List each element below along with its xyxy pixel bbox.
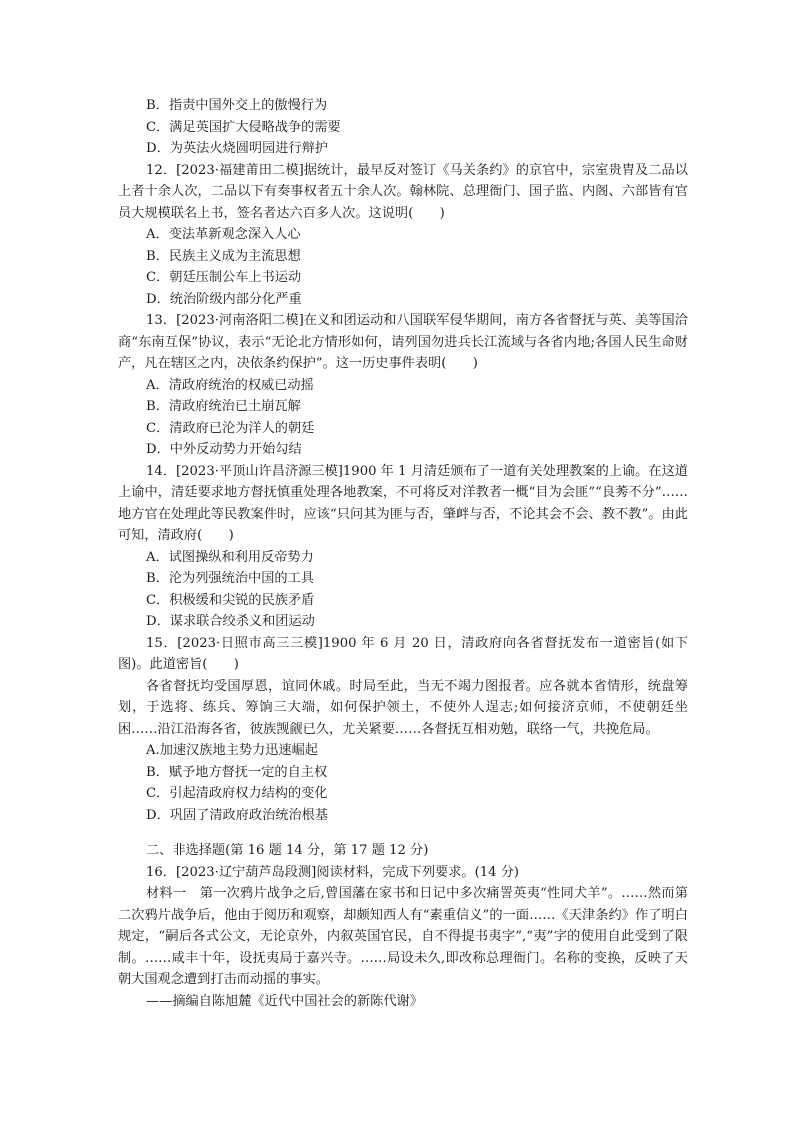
question-15 xyxy=(118,633,688,827)
section-heading-non-choice: 二、非选择题(第 16 题 14 分，第 17 题 12 分) xyxy=(146,843,429,858)
q14-option-c: C．积极缓和尖锐的民族矛盾 xyxy=(146,592,315,608)
q14-option-d: D．谋求联合绞杀义和团运动 xyxy=(146,614,315,629)
q15-stem: 15．[2023·日照市高三三模]1900 年 6 月 20 日，清政府向各省督抚发布一道密旨(如下图)。此道密旨( ) xyxy=(118,635,688,672)
q12-option-b: B．民族主义成为主流思想 xyxy=(146,248,301,264)
question-14 xyxy=(118,461,688,633)
q15-quote: 各省督抚均受国厚恩，谊同休戚。时局至此，当无不竭力图报者。应各就本省情形，统盘筹划，于选将、练兵、筹饷三大端，如何保护领土，不使外人逞志;如何接济京师，不使朝廷坐困……沿江沿海各省，彼族觊觎已久，尤关紧要……各督抚互相劝勉，联络一气，共挽危局。 xyxy=(118,678,688,737)
q16-material-1: 材料一 第一次鸦片战争之后,曾国藩在家书和日记中多次痛詈英夷“性同犬羊”。……然而第二次鸦片战争后，他由于阅历和观察，却颇知西人有“素重信义”的一面……《天津条约》作了明白规定，“嗣后各式公文，无论京外，内叙英国官民，自不得提书夷字”,“夷”字的使用自此受到了限制。……咸丰十年，设抚夷局于嘉兴寺。……局设未久,即改称总理衙门。名称的变换，反映了天朝大国观念遭到打击而动摇的事实。 xyxy=(118,886,688,987)
q13-stem: 13．[2023·河南洛阳二模]在义和团运动和八国联军侵华期间，南方各省督抚与英、美等国洽商“东南互保”协议，表示“无论北方情形如何，请列国勿进兵长江流域与各省内地;各国人民生命财产，凡在辖区之内，决依条约保护”。这一历史事件表明( ) xyxy=(118,313,688,371)
q13-option-d: D．中外反动势力开始勾结 xyxy=(146,442,302,457)
q15-option-c: C．引起清政府权力结构的变化 xyxy=(146,786,328,801)
question-12 xyxy=(118,160,688,311)
q11-option-c: C．满足英国扩大侵略战争的需要 xyxy=(146,119,341,135)
q12-option-c: C．朝廷压制公车上书运动 xyxy=(146,270,302,285)
q12-option-a: A．变法革新观念深入人心 xyxy=(146,227,301,242)
q12-option-d: D．统治阶级内部分化严重 xyxy=(146,291,302,307)
q11-option-d: D．为英法火烧圆明园进行辩护 xyxy=(146,141,329,156)
q12-stem: 12．[2023·福建莆田二模]据统计，最早反对签订《马关条约》的京官中，宗室贵胄及二品以上者十余人次，二品以下有奏事权者五十余人次。翰林院、总理衙门、国子监、内阁、六部皆有官员大规模联名上书，签名者达六百多人次。这说明( ) xyxy=(118,162,688,221)
q13-option-a: A．清政府统治的权威已动摇 xyxy=(146,377,314,393)
q16-material-source: ——摘编自陈旭麓《近代中国社会的新陈代谢》 xyxy=(146,993,423,1009)
q15-option-d: D．巩固了清政府政治统治根基 xyxy=(146,807,329,823)
q15-option-a: A.加速汉族地主势力迅速崛起 xyxy=(146,743,318,758)
question-16 xyxy=(118,862,688,1013)
q11-option-b: B．指责中国外交上的傲慢行为 xyxy=(146,98,328,113)
q14-option-b: B．沦为列强统治中国的工具 xyxy=(146,571,314,586)
q16-stem: 16．[2023·辽宁葫芦岛段测]阅读材料，完成下列要求。(14 分) xyxy=(146,864,520,880)
q14-option-a: A．试图操纵和利用反帝势力 xyxy=(146,549,314,565)
page-content xyxy=(118,95,688,1012)
question-11-options xyxy=(118,95,688,160)
q13-option-b: B．清政府统治已土崩瓦解 xyxy=(146,399,301,414)
q15-option-b: B．赋予地方督抚一定的自主权 xyxy=(146,764,328,780)
question-13 xyxy=(118,310,688,461)
q14-stem: 14．[2023·平顶山许昌济源三模]1900 年 1 月清廷颁布了一道有关处理教案的上谕。在这道上谕中，清廷要求地方督抚慎重处理各地教案，不可将反对洋教者一概“目为会匪”“良莠不分”……地方官在处理此等民教案件时，应该“只问其为匪与否，肇衅与否，不论其会不会、教不教”。由此可知，清政府( ) xyxy=(118,463,688,543)
q13-option-c: C．清政府已沦为洋人的朝廷 xyxy=(146,420,315,436)
